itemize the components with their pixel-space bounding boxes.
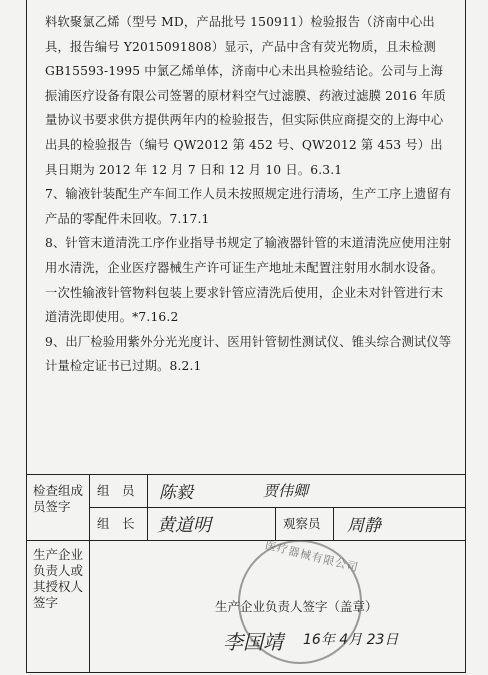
company-seal-text: 医疗器械有限公司	[263, 538, 361, 575]
member-label: 组 员	[97, 483, 135, 498]
finding-paragraph: 9、出厂检验用紫外分光光度计、医用针管韧性测试仪、锥头综合测试仪等计量检定证书已过期。8.2.1	[45, 334, 452, 374]
company-section-label: 生产企业负责人或其授权人签字	[33, 547, 84, 610]
company-sign-prompt: 生产企业负责人签字（盖章）	[215, 599, 378, 614]
company-sign-date: 16年 4月 23日	[303, 632, 399, 648]
finding-paragraph: 料软聚氯乙烯（型号 MD，产品批号 150911）检验报告（济南中心出具，报告编号 Y2015091808）显示，产品中含有荧光物质，且未检测 GB15593-1995 中氯乙烯单体，济南中心未出具检验结论。公司与上海振浦医疗设备有限公司签署的原材料空气过滤膜、药液过滤膜 2016 年质量协议书要求供方提供两年内的检验报告，但实际供应商提交的上海中心出具的检验报告（编号 QW2012 第 452 号、QW2012 第 453 号）出具日期为 2012 年 12 月 7 日和 12 月 10 日。6.3.1	[45, 15, 446, 177]
finding-paragraph: 7、输液针装配生产车间工作人员未按照规定进行清场，生产工序上遗留有产品的零配件未回收。7.17.1	[45, 187, 452, 226]
observer-cell-divider	[333, 507, 334, 540]
row-divider	[89, 507, 465, 508]
member-signature-1: 陈毅	[159, 483, 193, 503]
findings-text	[45, 10, 455, 379]
leader-signature: 黄道明	[157, 515, 211, 536]
leader-label: 组 长	[97, 516, 135, 531]
section-divider	[27, 540, 465, 541]
table-top-border	[27, 474, 465, 475]
observer-label: 观察员	[283, 516, 321, 531]
member-signature-2: 贾伟卿	[263, 482, 309, 500]
finding-paragraph: 8、针管末道清洗工序作业指导书规定了输液器针管的末道清洗应使用注射用水清洗，企业医疗器械生产许可证生产地址未配置注射用水制水设备。一次性输液针管物料包装上要求针管应清洗后使用，企业未对针管进行末道清洗即使用。*7.16.2	[45, 236, 452, 325]
observer-signature: 周静	[347, 516, 381, 536]
leader-cell-divider	[275, 507, 276, 540]
inspectors-section-label: 检查组成员签字	[33, 483, 84, 514]
label-column-divider	[89, 474, 90, 673]
role-column-divider	[147, 474, 148, 540]
company-signature: 李国靖	[223, 630, 283, 654]
